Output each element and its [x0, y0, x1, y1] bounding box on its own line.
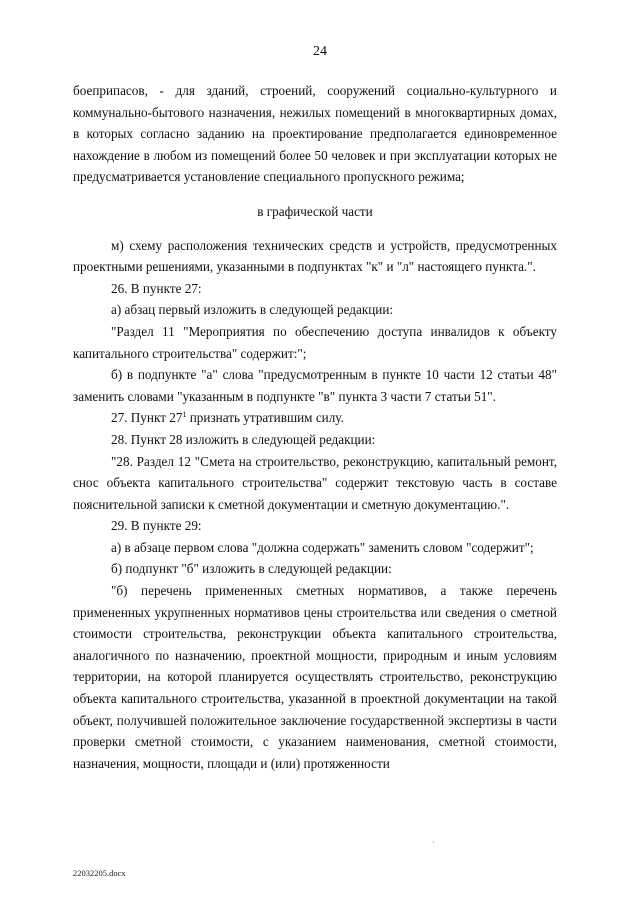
paragraph-29b-text: "б) перечень примененных сметных нормативов, а также перечень примененных укрупненных нормативов цены строительства или сведения о сметной стоимости строительства, реконструкции объекта капитального строительства, аналогичного по назначению, проектной мощности, природным и иным условиям территории, на которой планируется осуществлять строительство, реконструкцию объекта капитального строительства, указанной в проектной документации на такой объект, получившей положительное заключение государственной экспертизы в части проверки сметной стоимости, с указанием наименования, сметной стоимости, назначения, мощности, площади и (или) протяженности	[73, 583, 557, 771]
paragraph-29: 29. В пункте 29:	[111, 518, 202, 534]
paragraph-29a: а) в абзаце первом слова "должна содержать" заменить словом "содержит";	[111, 539, 534, 555]
paragraph-28-text: "28. Раздел 12 "Смета на строительство, реконструкцию, капитальный ремонт, снос объекта капитального строительства" содержит текстовую часть в составе пояснительной записки к сметной документации и сметную документацию.".	[73, 453, 557, 512]
paragraph-27	[73, 407, 557, 429]
paragraph-26: 26. В пункте 27:	[111, 280, 202, 296]
paragraph-item-m: м) схему расположения технических средств и устройств, предусмотренных проектными решениями, указанными в подпунктах "к" и "л" настоящего пункта.".	[73, 237, 557, 275]
paragraph-26b: б) в подпункте "а" слова "предусмотренным в пункте 10 части 12 статьи 48" заменить словами "указанным в подпункте "в" пункта 3 части 7 статьи 51".	[73, 367, 557, 404]
scan-mark: ·	[432, 838, 435, 847]
section-heading-graphic-part: в графической части	[257, 203, 373, 219]
paragraph-27-main: 27. Пункт 27	[111, 410, 183, 426]
page-number: 24	[313, 44, 327, 59]
paragraph-26a: а) абзац первый изложить в следующей редакции:	[111, 302, 394, 318]
paragraph-27-tail: признать утратившим силу.	[186, 410, 344, 426]
paragraph-29b: б) подпункт "б" изложить в следующей редакции:	[111, 561, 392, 577]
paragraph-26a-text: "Раздел 11 "Мероприятия по обеспечению доступа инвалидов к объекту капитального строительства" содержит:";	[73, 323, 557, 361]
paragraph-28: 28. Пункт 28 изложить в следующей редакции:	[111, 431, 376, 447]
document-body	[73, 80, 557, 774]
paragraph-continuation: боеприпасов, - для зданий, строений, сооружений социально-культурного и коммунально-бытового назначения, нежилых помещений в многоквартирных домах, в которых согласно заданию на проектирование предполагается единовременное нахождение в любом из помещений более 50 человек и при эксплуатации которых не предусматривается установление специального пропускного режима;	[73, 83, 557, 185]
paragraph-27-superscript: 1	[182, 410, 187, 420]
footer-doc-id: 22032205.docx	[73, 868, 126, 878]
